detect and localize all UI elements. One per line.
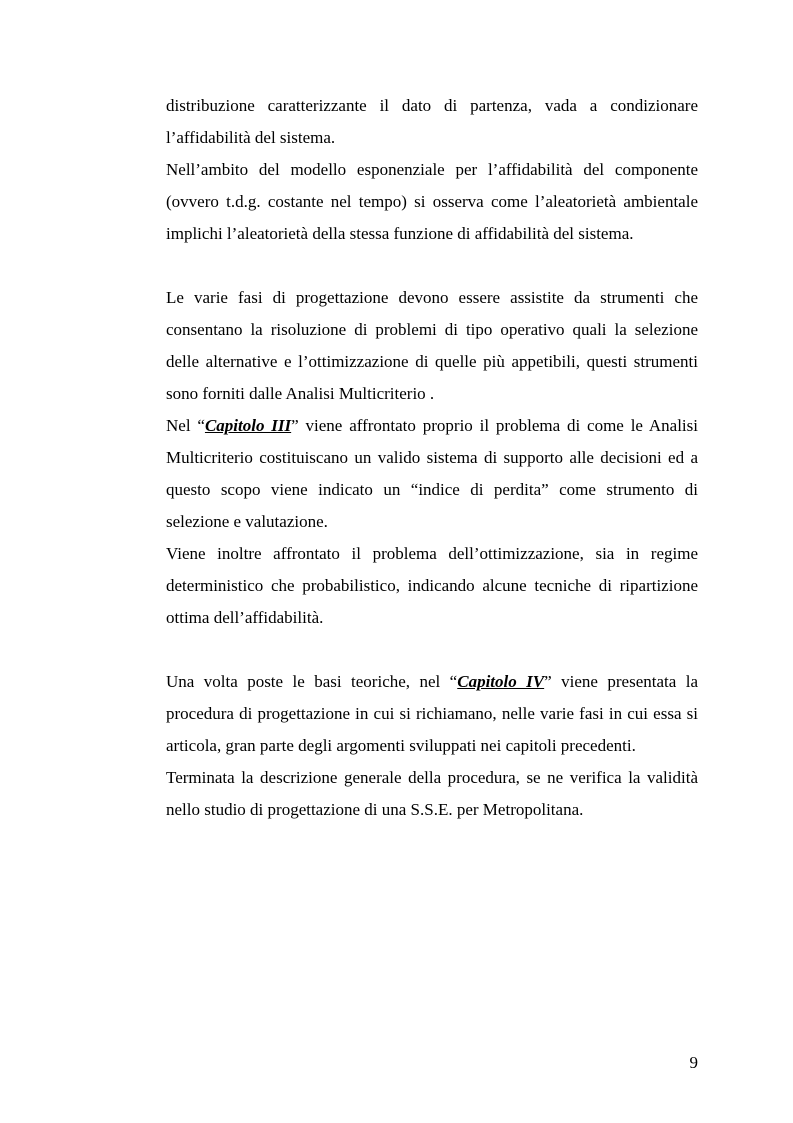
chapter-4-reference: Capitolo IV [457, 672, 545, 691]
paragraph-6 [166, 666, 698, 762]
page-body [166, 90, 698, 826]
paragraph-6-lead: Una volta poste le basi teoriche, nel “ [166, 672, 458, 691]
chapter-3-reference: Capitolo III [204, 416, 292, 435]
paragraph-spacer [166, 634, 698, 666]
paragraph-4 [166, 410, 698, 538]
paragraph-spacer [166, 250, 698, 282]
paragraph-2: Nell’ambito del modello esponenziale per l’affidabilità del componente (ovvero t.d.g. costante nel tempo) si osserva come l’aleatorietà ambientale implichi l’aleatorietà della stessa funzione di affidabilità del sistema. [166, 160, 698, 243]
paragraph-4-lead: Nel “ [166, 416, 205, 435]
paragraph-1: distribuzione caratterizzante il dato di partenza, vada a condizionare l’affidabilità del sistema. [166, 96, 698, 147]
paragraph-4-text: ” viene affrontato proprio il problema di come le Analisi Multicriterio costituiscano un valido sistema di supporto alle decisioni ed a questo scopo viene indicato un “indice di perdita” come strumento di selezione e valutazione. [166, 416, 698, 531]
paragraph-7: Terminata la descrizione generale della procedura, se ne verifica la validità nello studio di progettazione di una S.S.E. per Metropolitana. [166, 768, 698, 819]
paragraph-3: Le varie fasi di progettazione devono essere assistite da strumenti che consentano la risoluzione di problemi di tipo operativo quali la selezione delle alternative e l’ottimizzazione di quelle più appetibili, questi strumenti sono forniti dalle Analisi Multicriterio . [166, 288, 698, 403]
paragraph-6-text: ” viene presentata la procedura di progettazione in cui si richiamano, nelle varie fasi in cui essa si articola, gran parte degli argomenti sviluppati nei capitoli precedenti. [166, 672, 698, 755]
page-number: 9 [689, 1053, 698, 1072]
paragraph-5: Viene inoltre affrontato il problema dell’ottimizzazione, sia in regime deterministico che probabilistico, indicando alcune tecniche di ripartizione ottima dell’affidabilità. [166, 544, 698, 627]
